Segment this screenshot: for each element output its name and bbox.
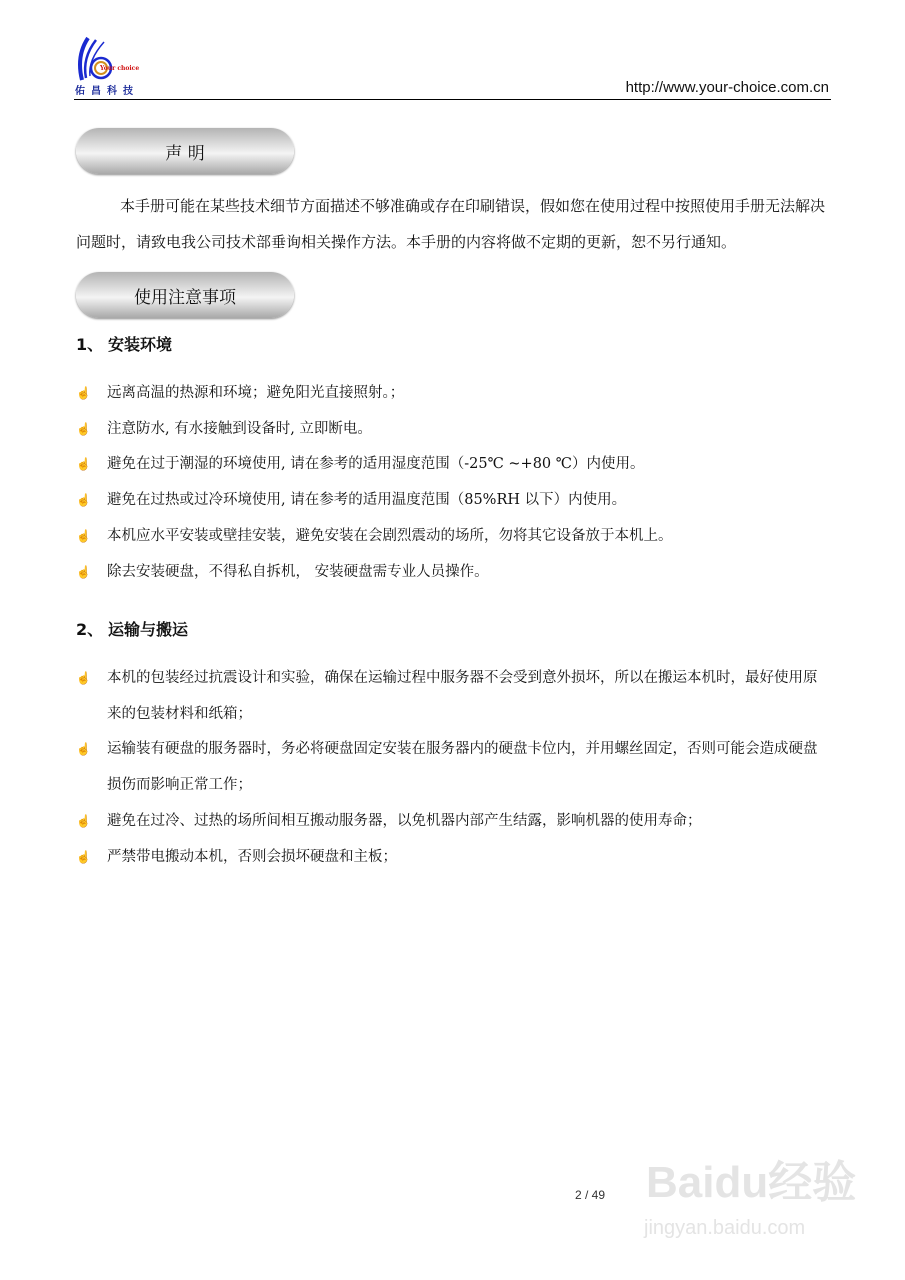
list-item (76, 555, 831, 591)
subheading-title: 安装环境 (108, 335, 173, 354)
list-item-text: 本机的包装经过抗震设计和实验，确保在运输过程中服务器不会受到意外损坏，所以在搬运本机时，最好使用原来的包装材料和纸箱； (107, 670, 818, 722)
list-item (76, 804, 831, 840)
list-item (76, 447, 831, 483)
list-item (76, 483, 831, 519)
list-item-text: 本机应水平安装或壁挂安装，避免安装在会剧烈震动的场所，勿将其它设备放于本机上。 (107, 527, 673, 544)
hand-icon: ☝ (76, 742, 91, 757)
section-title-text: 使用注意事项 (134, 287, 236, 308)
list-item (76, 661, 831, 732)
subheading-installation (76, 332, 172, 355)
installation-list (76, 376, 831, 590)
list-item-text: 避免在过冷、过热的场所间相互搬动服务器，以免机器内部产生结露，影响机器的使用寿命； (107, 812, 702, 829)
page-number: 2 / 49 (575, 1188, 606, 1202)
hand-icon: ☝ (76, 386, 91, 400)
subheading-number: 1、 (76, 335, 104, 354)
subheading-number: 2、 (76, 620, 104, 639)
subheading-title: 运输与搬运 (108, 620, 189, 639)
watermark-text: Baidu经验 (646, 1158, 857, 1207)
hand-icon: ☝ (76, 813, 91, 828)
list-item-text: 严禁带电搬动本机，否则会损坏硬盘和主板； (107, 848, 397, 865)
hand-icon: ☝ (76, 849, 91, 864)
list-item-text: 远离高温的热源和环境；避免阳光直接照射。； (107, 385, 405, 401)
subheading-transport (76, 617, 188, 640)
list-item (76, 519, 831, 555)
hand-icon: ☝ (76, 457, 91, 472)
list-item (76, 376, 831, 412)
hand-icon: ☝ (76, 528, 91, 543)
list-item (76, 732, 831, 803)
list-item-text: 避免在过热或过冷环境使用, 请在参考的适用温度范围（85%RH 以下）内使用。 (107, 492, 627, 509)
statement-paragraph: 本手册可能在某些技术细节方面描述不够准确或存在印刷错误，假如您在使用过程中按照使用手册无法解决问题时，请致电我公司技术部垂询相关操作方法。本手册的内容将做不定期的更新，恕不另行通知。 (76, 197, 826, 251)
hand-icon: ☝ (76, 564, 91, 579)
hand-icon: ☝ (76, 493, 91, 508)
transport-list (76, 661, 831, 875)
header-divider (74, 99, 831, 100)
company-logo (74, 36, 144, 84)
watermark-url: jingyan.baidu.com (644, 1217, 806, 1239)
hand-icon: ☝ (76, 671, 91, 685)
list-item (76, 412, 831, 448)
list-item-text: 运输装有硬盘的服务器时，务必将硬盘固定安装在服务器内的硬盘卡位内，并用螺丝固定，否则可能会造成硬盘损伤而影响正常工作； (107, 741, 818, 794)
list-item (76, 840, 831, 876)
logo-brand: Your choice (100, 65, 140, 72)
list-item-text: 除去安装硬盘，不得私自拆机， 安装硬盘需专业人员操作。 (107, 563, 489, 580)
list-item-text: 避免在过于潮湿的环境使用, 请在参考的适用湿度范围（-25℃ ~+80 ℃）内使用。 (107, 456, 645, 473)
section-title-text: 声 明 (165, 143, 205, 164)
hand-icon: ☝ (76, 421, 91, 436)
section-title-precautions (76, 272, 294, 318)
header-url[interactable]: http://www.your-choice.com.cn (625, 79, 829, 96)
logo-text: 佑昌科技 (75, 86, 139, 97)
baidu-watermark (640, 1140, 880, 1270)
list-item-text: 注意防水, 有水接触到设备时, 立即断电。 (107, 420, 372, 437)
section-title-statement (76, 128, 294, 174)
